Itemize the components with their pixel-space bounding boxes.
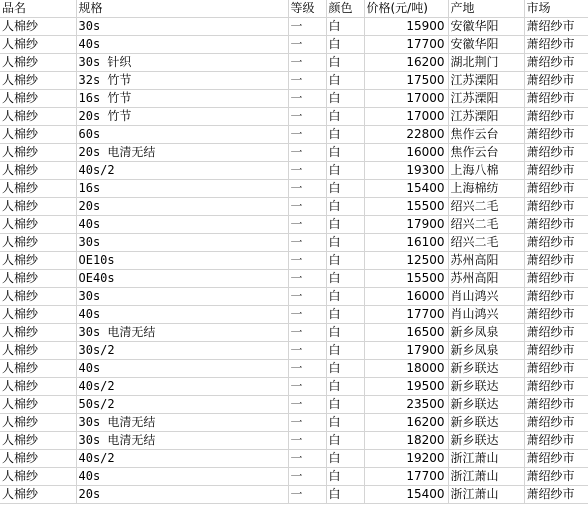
table-row <box>0 180 588 198</box>
table-row <box>0 288 588 306</box>
table-row <box>0 54 588 72</box>
cell-origin[interactable]: 新乡联达 <box>448 378 524 396</box>
cell-market[interactable]: 萧绍纱市 <box>524 252 588 270</box>
cell-name[interactable]: 人棉纱 <box>0 126 76 144</box>
table-row <box>0 36 588 54</box>
cell-price[interactable]: 17700 <box>364 306 448 324</box>
cell-price[interactable]: 19500 <box>364 378 448 396</box>
table-row <box>0 396 588 414</box>
cell-grade[interactable]: 一 <box>288 306 326 324</box>
cell-spec[interactable]: 30s 电清无结 <box>76 414 288 432</box>
cell-origin[interactable]: 苏州高阳 <box>448 270 524 288</box>
cell-color[interactable]: 白 <box>326 90 364 108</box>
cell-grade[interactable]: 一 <box>288 360 326 378</box>
cell-market[interactable]: 萧绍纱市 <box>524 18 588 36</box>
cell-name[interactable]: 人棉纱 <box>0 468 76 486</box>
cell-color[interactable]: 白 <box>326 18 364 36</box>
cell-color[interactable]: 白 <box>326 432 364 450</box>
cell-name[interactable]: 人棉纱 <box>0 396 76 414</box>
column-header-grade[interactable]: 等级 <box>288 0 326 18</box>
cell-grade[interactable]: 一 <box>288 252 326 270</box>
cell-spec[interactable]: 40s/2 <box>76 450 288 468</box>
cell-grade[interactable]: 一 <box>288 270 326 288</box>
cell-grade[interactable]: 一 <box>288 126 326 144</box>
table-row <box>0 450 588 468</box>
cell-market[interactable]: 萧绍纱市 <box>524 108 588 126</box>
cell-origin[interactable]: 湖北荆门 <box>448 54 524 72</box>
cell-color[interactable]: 白 <box>326 252 364 270</box>
cell-color[interactable]: 白 <box>326 162 364 180</box>
cell-name[interactable]: 人棉纱 <box>0 108 76 126</box>
header-row <box>0 0 588 18</box>
cell-price[interactable]: 17500 <box>364 72 448 90</box>
cell-origin[interactable]: 新乡联达 <box>448 432 524 450</box>
cell-price[interactable]: 17900 <box>364 216 448 234</box>
cell-color[interactable]: 白 <box>326 180 364 198</box>
cell-spec[interactable]: 30s <box>76 288 288 306</box>
cell-grade[interactable]: 一 <box>288 90 326 108</box>
cell-market[interactable]: 萧绍纱市 <box>524 468 588 486</box>
cell-spec[interactable]: OE10s <box>76 252 288 270</box>
table-row <box>0 342 588 360</box>
cell-spec[interactable]: 50s/2 <box>76 396 288 414</box>
cell-spec[interactable]: 30s <box>76 18 288 36</box>
cell-name[interactable]: 人棉纱 <box>0 270 76 288</box>
cell-spec[interactable]: 30s 针织 <box>76 54 288 72</box>
cell-color[interactable]: 白 <box>326 288 364 306</box>
cell-price[interactable]: 17000 <box>364 108 448 126</box>
cell-origin[interactable]: 新乡联达 <box>448 414 524 432</box>
cell-color[interactable]: 白 <box>326 198 364 216</box>
cell-market[interactable]: 萧绍纱市 <box>524 450 588 468</box>
cell-market[interactable]: 萧绍纱市 <box>524 342 588 360</box>
cell-price[interactable]: 17000 <box>364 90 448 108</box>
cell-grade[interactable]: 一 <box>288 72 326 90</box>
table-row <box>0 414 588 432</box>
cell-price[interactable]: 15400 <box>364 180 448 198</box>
cell-color[interactable]: 白 <box>326 36 364 54</box>
cell-grade[interactable]: 一 <box>288 342 326 360</box>
cell-spec[interactable]: 32s 竹节 <box>76 72 288 90</box>
cell-spec[interactable]: 30s 电清无结 <box>76 324 288 342</box>
cell-origin[interactable]: 浙江萧山 <box>448 486 524 504</box>
cell-name[interactable]: 人棉纱 <box>0 324 76 342</box>
cell-spec[interactable]: 40s/2 <box>76 162 288 180</box>
cell-market[interactable]: 萧绍纱市 <box>524 144 588 162</box>
cell-name[interactable]: 人棉纱 <box>0 18 76 36</box>
column-header-name[interactable]: 品名 <box>0 0 76 18</box>
cell-grade[interactable]: 一 <box>288 486 326 504</box>
cell-market[interactable]: 萧绍纱市 <box>524 198 588 216</box>
cell-spec[interactable]: 40s <box>76 360 288 378</box>
cell-spec[interactable]: 40s <box>76 468 288 486</box>
cell-color[interactable]: 白 <box>326 450 364 468</box>
cell-price[interactable]: 16000 <box>364 288 448 306</box>
cell-grade[interactable]: 一 <box>288 18 326 36</box>
cell-origin[interactable]: 绍兴二毛 <box>448 234 524 252</box>
cell-origin[interactable]: 焦作云台 <box>448 144 524 162</box>
cell-spec[interactable]: 20s 竹节 <box>76 108 288 126</box>
cell-color[interactable]: 白 <box>326 72 364 90</box>
cell-market[interactable]: 萧绍纱市 <box>524 90 588 108</box>
table-row <box>0 126 588 144</box>
cell-name[interactable]: 人棉纱 <box>0 414 76 432</box>
cell-price[interactable]: 23500 <box>364 396 448 414</box>
cell-color[interactable]: 白 <box>326 486 364 504</box>
cell-origin[interactable]: 新乡凤泉 <box>448 342 524 360</box>
table-row <box>0 360 588 378</box>
cell-name[interactable]: 人棉纱 <box>0 54 76 72</box>
cell-origin[interactable]: 上海八棉 <box>448 162 524 180</box>
cell-market[interactable]: 萧绍纱市 <box>524 288 588 306</box>
cell-grade[interactable]: 一 <box>288 108 326 126</box>
cell-color[interactable]: 白 <box>326 414 364 432</box>
cell-grade[interactable]: 一 <box>288 396 326 414</box>
cell-market[interactable]: 萧绍纱市 <box>524 306 588 324</box>
cell-origin[interactable]: 新乡凤泉 <box>448 324 524 342</box>
cell-name[interactable]: 人棉纱 <box>0 288 76 306</box>
cell-origin[interactable]: 上海棉纺 <box>448 180 524 198</box>
cell-origin[interactable]: 新乡联达 <box>448 396 524 414</box>
column-header-spec[interactable]: 规格 <box>76 0 288 18</box>
cell-name[interactable]: 人棉纱 <box>0 252 76 270</box>
cell-name[interactable]: 人棉纱 <box>0 180 76 198</box>
cell-spec[interactable]: 16s <box>76 180 288 198</box>
cell-market[interactable]: 萧绍纱市 <box>524 126 588 144</box>
cell-origin[interactable]: 肖山鸿兴 <box>448 288 524 306</box>
cell-price[interactable]: 17900 <box>364 342 448 360</box>
cell-color[interactable]: 白 <box>326 360 364 378</box>
cell-color[interactable]: 白 <box>326 144 364 162</box>
cell-price[interactable]: 16200 <box>364 54 448 72</box>
cell-name[interactable]: 人棉纱 <box>0 198 76 216</box>
cell-grade[interactable]: 一 <box>288 324 326 342</box>
cell-origin[interactable]: 江苏溧阳 <box>448 72 524 90</box>
cell-origin[interactable]: 浙江萧山 <box>448 468 524 486</box>
cell-name[interactable]: 人棉纱 <box>0 360 76 378</box>
cell-color[interactable]: 白 <box>326 216 364 234</box>
cell-price[interactable]: 18000 <box>364 360 448 378</box>
cell-origin[interactable]: 江苏溧阳 <box>448 90 524 108</box>
cell-grade[interactable]: 一 <box>288 414 326 432</box>
cell-grade[interactable]: 一 <box>288 144 326 162</box>
table-row <box>0 486 588 504</box>
cell-market[interactable]: 萧绍纱市 <box>524 432 588 450</box>
cell-market[interactable]: 萧绍纱市 <box>524 216 588 234</box>
cell-market[interactable]: 萧绍纱市 <box>524 396 588 414</box>
cell-origin[interactable]: 安徽华阳 <box>448 18 524 36</box>
table-row <box>0 90 588 108</box>
table-row <box>0 306 588 324</box>
cell-market[interactable]: 萧绍纱市 <box>524 54 588 72</box>
cell-market[interactable]: 萧绍纱市 <box>524 360 588 378</box>
cell-color[interactable]: 白 <box>326 324 364 342</box>
cell-name[interactable]: 人棉纱 <box>0 90 76 108</box>
cell-price[interactable]: 19200 <box>364 450 448 468</box>
cell-name[interactable]: 人棉纱 <box>0 306 76 324</box>
cell-grade[interactable]: 一 <box>288 450 326 468</box>
cell-grade[interactable]: 一 <box>288 36 326 54</box>
cell-name[interactable]: 人棉纱 <box>0 36 76 54</box>
cell-spec[interactable]: 60s <box>76 126 288 144</box>
table-row <box>0 468 588 486</box>
column-header-market[interactable]: 市场 <box>524 0 588 18</box>
cell-origin[interactable]: 肖山鸿兴 <box>448 306 524 324</box>
cell-name[interactable]: 人棉纱 <box>0 216 76 234</box>
cell-grade[interactable]: 一 <box>288 162 326 180</box>
cell-price[interactable]: 16100 <box>364 234 448 252</box>
cell-price[interactable]: 16000 <box>364 144 448 162</box>
cell-name[interactable]: 人棉纱 <box>0 162 76 180</box>
table-row <box>0 108 588 126</box>
cell-color[interactable]: 白 <box>326 342 364 360</box>
cell-price[interactable]: 15400 <box>364 486 448 504</box>
cell-price[interactable]: 17700 <box>364 36 448 54</box>
cell-color[interactable]: 白 <box>326 108 364 126</box>
cell-spec[interactable]: 40s/2 <box>76 378 288 396</box>
cell-market[interactable]: 萧绍纱市 <box>524 414 588 432</box>
cell-origin[interactable]: 江苏溧阳 <box>448 108 524 126</box>
table-row <box>0 144 588 162</box>
cell-origin[interactable]: 绍兴二毛 <box>448 198 524 216</box>
cell-spec[interactable]: 20s <box>76 486 288 504</box>
cell-origin[interactable]: 焦作云台 <box>448 126 524 144</box>
cell-spec[interactable]: 20s 电清无结 <box>76 144 288 162</box>
table-row <box>0 432 588 450</box>
cell-spec[interactable]: 30s 电清无结 <box>76 432 288 450</box>
table-row <box>0 198 588 216</box>
table-row <box>0 270 588 288</box>
cell-grade[interactable]: 一 <box>288 216 326 234</box>
cell-name[interactable]: 人棉纱 <box>0 234 76 252</box>
cell-price[interactable]: 15500 <box>364 198 448 216</box>
cell-grade[interactable]: 一 <box>288 432 326 450</box>
cell-market[interactable]: 萧绍纱市 <box>524 180 588 198</box>
cell-spec[interactable]: 30s <box>76 234 288 252</box>
cell-grade[interactable]: 一 <box>288 234 326 252</box>
table-row <box>0 72 588 90</box>
column-header-price[interactable]: 价格(元/吨) <box>364 0 448 18</box>
cell-color[interactable]: 白 <box>326 126 364 144</box>
cell-origin[interactable]: 苏州高阳 <box>448 252 524 270</box>
cell-price[interactable]: 12500 <box>364 252 448 270</box>
table-row <box>0 162 588 180</box>
column-header-color[interactable]: 颜色 <box>326 0 364 18</box>
cell-origin[interactable]: 浙江萧山 <box>448 450 524 468</box>
cell-market[interactable]: 萧绍纱市 <box>524 72 588 90</box>
cell-market[interactable]: 萧绍纱市 <box>524 162 588 180</box>
cell-market[interactable]: 萧绍纱市 <box>524 234 588 252</box>
table-row <box>0 324 588 342</box>
cell-origin[interactable]: 安徽华阳 <box>448 36 524 54</box>
cell-price[interactable]: 16200 <box>364 414 448 432</box>
cell-grade[interactable]: 一 <box>288 198 326 216</box>
cell-spec[interactable]: 40s <box>76 36 288 54</box>
cell-grade[interactable]: 一 <box>288 180 326 198</box>
cell-color[interactable]: 白 <box>326 270 364 288</box>
cell-color[interactable]: 白 <box>326 54 364 72</box>
column-header-origin[interactable]: 产地 <box>448 0 524 18</box>
cell-name[interactable]: 人棉纱 <box>0 72 76 90</box>
cell-price[interactable]: 19300 <box>364 162 448 180</box>
table-row <box>0 234 588 252</box>
table-row <box>0 378 588 396</box>
cell-color[interactable]: 白 <box>326 234 364 252</box>
cell-spec[interactable]: OE40s <box>76 270 288 288</box>
cell-name[interactable]: 人棉纱 <box>0 378 76 396</box>
cell-market[interactable]: 萧绍纱市 <box>524 486 588 504</box>
cell-market[interactable]: 萧绍纱市 <box>524 378 588 396</box>
table-row <box>0 252 588 270</box>
cell-spec[interactable]: 16s 竹节 <box>76 90 288 108</box>
cell-price[interactable]: 15500 <box>364 270 448 288</box>
cell-name[interactable]: 人棉纱 <box>0 342 76 360</box>
cell-name[interactable]: 人棉纱 <box>0 450 76 468</box>
cell-grade[interactable]: 一 <box>288 468 326 486</box>
cell-color[interactable]: 白 <box>326 468 364 486</box>
cell-price[interactable]: 18200 <box>364 432 448 450</box>
cell-name[interactable]: 人棉纱 <box>0 486 76 504</box>
cell-grade[interactable]: 一 <box>288 54 326 72</box>
cell-price[interactable]: 17700 <box>364 468 448 486</box>
cell-color[interactable]: 白 <box>326 396 364 414</box>
cell-spec[interactable]: 40s <box>76 306 288 324</box>
table-row <box>0 216 588 234</box>
cell-market[interactable]: 萧绍纱市 <box>524 36 588 54</box>
cell-spec[interactable]: 30s/2 <box>76 342 288 360</box>
cell-color[interactable]: 白 <box>326 306 364 324</box>
cell-market[interactable]: 萧绍纱市 <box>524 270 588 288</box>
cell-name[interactable]: 人棉纱 <box>0 144 76 162</box>
cell-price[interactable]: 15900 <box>364 18 448 36</box>
cell-grade[interactable]: 一 <box>288 378 326 396</box>
cell-grade[interactable]: 一 <box>288 288 326 306</box>
cell-spec[interactable]: 20s <box>76 198 288 216</box>
cell-name[interactable]: 人棉纱 <box>0 432 76 450</box>
cell-spec[interactable]: 40s <box>76 216 288 234</box>
cell-market[interactable]: 萧绍纱市 <box>524 324 588 342</box>
cell-color[interactable]: 白 <box>326 378 364 396</box>
table-row <box>0 18 588 36</box>
cell-origin[interactable]: 绍兴二毛 <box>448 216 524 234</box>
cell-origin[interactable]: 新乡联达 <box>448 360 524 378</box>
cell-price[interactable]: 16500 <box>364 324 448 342</box>
cell-price[interactable]: 22800 <box>364 126 448 144</box>
